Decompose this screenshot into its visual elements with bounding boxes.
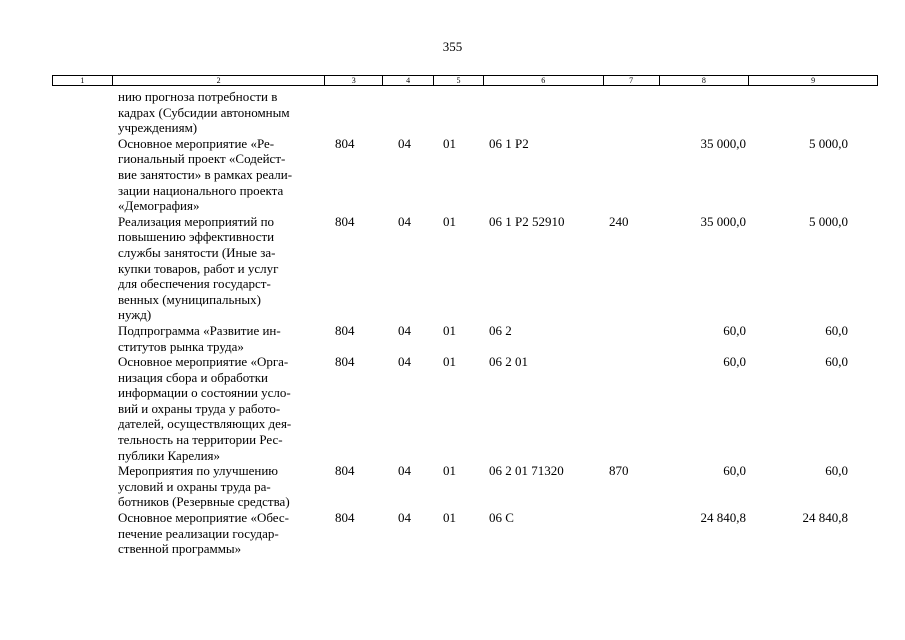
row-name-cell: Основное мероприятие «Орга- низация сбора и обработки информации о состоянии усло- вий и охраны труда у работо- дателей, осуществляющих дея- тельность на территории Рес- публики Карелия» [118,354,292,463]
section-code-cell: 04 [398,354,411,370]
amount-cell-8: 60,0 [723,354,746,370]
column-header-4: 4 [383,76,434,85]
row-name-cell: Подпрограмма «Развитие ин- ститутов рынка труда» [118,322,281,354]
ministry-code-cell: 804 [335,510,355,526]
subsection-code-cell: 01 [443,354,456,370]
table-row [52,323,878,354]
table-row [52,89,878,136]
table-row [52,354,878,463]
amount-cell-8 [660,89,750,136]
row-name-cell: Мероприятия по улучшению условий и охраны труда ра- ботников (Резервные средства) [118,463,290,510]
table-body [52,89,878,557]
amount-cell-9: 5 000,0 [809,213,848,229]
ministry-code-cell [325,89,383,136]
amount-cell-9 [750,89,878,136]
target-article-cell: 06 C [489,510,514,526]
column-header-9: 9 [811,76,816,85]
section-code-cell: 04 [398,135,411,151]
table-row [52,136,878,214]
column-header-8: 8 [660,76,750,85]
expense-type-cell [604,323,660,354]
row-name-cell: Основное мероприятие «Ре- гиональный проект «Содейст- вие занятости» в рамках реали- зации национального проекта «Демография» [118,135,293,214]
table-row [52,463,878,510]
section-code-cell: 04 [398,510,411,526]
table-row [52,510,878,557]
row-name-cell: Основное мероприятие «Обес- печение реализации государ- ственной программы» [118,510,289,557]
table-row [52,214,878,323]
section-code-cell: 04 [398,322,411,338]
column-header-3: 3 [325,76,383,85]
column-header-7: 7 [604,76,660,85]
section-code-cell: 04 [398,463,411,479]
amount-cell-9: 60,0 [825,463,848,479]
ministry-code-cell: 804 [335,135,355,151]
amount-cell-8: 35 000,0 [700,213,746,229]
target-article-cell: 06 1 P2 [489,135,529,151]
ministry-code-cell: 804 [335,463,355,479]
subsection-code-cell: 01 [443,510,456,526]
subsection-code-cell [434,89,484,136]
amount-cell-9: 60,0 [825,354,848,370]
column-header-2: 2 [113,76,325,85]
expense-type-cell [604,89,660,136]
subsection-code-cell: 01 [443,213,456,229]
amount-cell-9: 5 000,0 [809,135,848,151]
target-article-cell: 06 2 [489,322,512,338]
expense-type-cell: 870 [609,463,629,479]
target-article-cell: 06 2 01 [489,354,528,370]
expense-type-cell [604,510,660,557]
row-number-cell [52,463,112,510]
section-code-cell: 04 [398,213,411,229]
expense-type-cell [604,354,660,463]
amount-cell-8: 60,0 [723,322,746,338]
amount-cell-8: 60,0 [723,463,746,479]
row-number-cell [52,136,112,214]
subsection-code-cell: 01 [443,135,456,151]
row-name-cell: нию прогноза потребности в кадрах (Субсидии автономным учреждениям) [118,89,290,136]
subsection-code-cell: 01 [443,463,456,479]
target-article-cell [484,89,604,136]
amount-cell-9: 24 840,8 [802,510,848,526]
row-number-cell [52,89,112,136]
row-number-cell [52,214,112,323]
section-code-cell [383,89,434,136]
row-number-cell [52,323,112,354]
row-number-cell [52,510,112,557]
column-header-1: 1 [53,76,113,85]
subsection-code-cell: 01 [443,322,456,338]
target-article-cell: 06 1 P2 52910 [489,213,565,229]
column-header-5: 5 [434,76,484,85]
ministry-code-cell: 804 [335,322,355,338]
amount-cell-8: 24 840,8 [700,510,746,526]
row-number-cell [52,354,112,463]
page-number: 355 [442,39,463,54]
amount-cell-8: 35 000,0 [700,135,746,151]
row-name-cell: Реализация мероприятий по повышению эффективности службы занятости (Иные за- купки товаров, работ и услуг для обеспечения государст- венных (муниципальных) нужд) [118,213,279,323]
expense-type-cell [604,136,660,214]
column-header-6: 6 [484,76,604,85]
table-header-row [52,75,878,86]
ministry-code-cell: 804 [335,213,355,229]
expense-type-cell: 240 [609,213,629,229]
target-article-cell: 06 2 01 71320 [489,463,564,479]
ministry-code-cell: 804 [335,354,355,370]
amount-cell-9: 60,0 [825,322,848,338]
